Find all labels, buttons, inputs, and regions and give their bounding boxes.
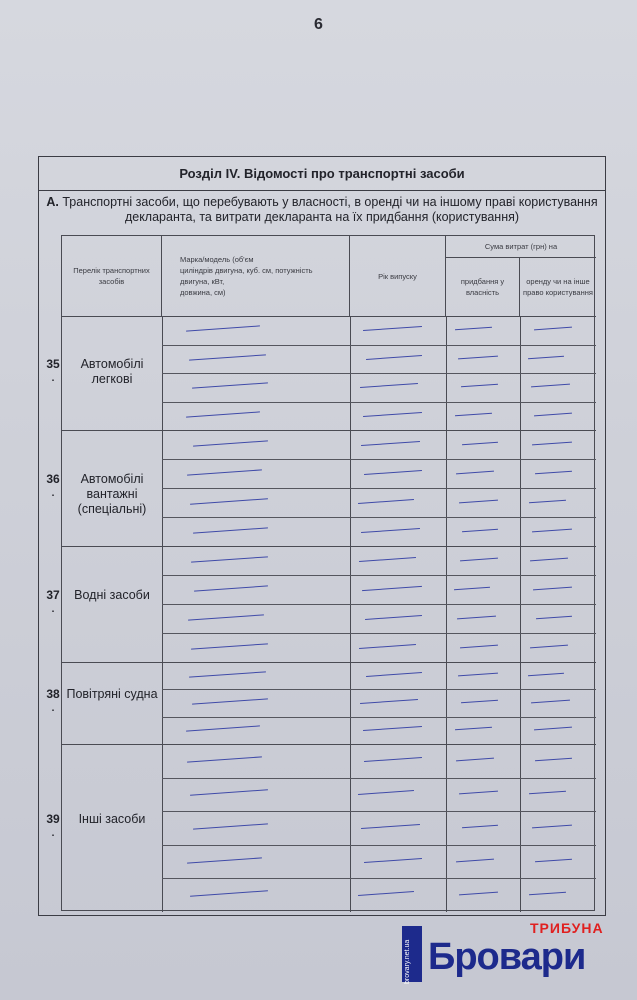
group-label: Автомобілі легкові <box>80 357 144 386</box>
handwritten-dash <box>528 672 564 676</box>
header-brand-line1: Марка/модель (об'єм <box>180 255 254 264</box>
header-brand-line2: циліндрів двигуна, куб. см, потужність двигуна, кВт, <box>180 266 313 286</box>
sub-row-divider <box>162 604 596 605</box>
handwritten-dash <box>459 892 498 896</box>
header-list: Перелік транспортних засобів <box>62 236 162 316</box>
sub-row-divider <box>162 717 596 718</box>
handwritten-dash <box>534 727 572 731</box>
handwritten-dash <box>532 441 572 445</box>
subsection-letter: А. <box>46 195 59 209</box>
watermark-side-box <box>402 926 422 985</box>
handwritten-dash <box>193 527 268 533</box>
column-divider-list <box>162 316 163 912</box>
handwritten-dash <box>193 440 268 446</box>
transport-table <box>46 235 595 911</box>
handwritten-dash <box>535 858 572 862</box>
handwritten-dash <box>532 825 572 829</box>
handwritten-dash <box>461 700 498 704</box>
header-divider <box>62 316 596 317</box>
handwritten-dash <box>360 699 418 704</box>
sub-row-divider <box>162 689 596 690</box>
header-brand <box>162 236 350 316</box>
handwritten-dash <box>536 615 572 619</box>
subsection-title-line1: Транспортні засоби, що перебувають у власності, в оренді чи на іншому праві користування <box>62 195 598 209</box>
watermark-site: brovary.net.ua <box>404 939 411 985</box>
handwritten-dash <box>358 790 414 795</box>
section-title: Розділ IV. Відомості про транспортні засоби <box>39 157 605 191</box>
handwritten-dash <box>458 355 498 359</box>
handwritten-dash <box>189 671 266 677</box>
header-sum-lease: оренду чи на інше право користування <box>523 277 593 297</box>
sub-row-divider <box>162 778 596 779</box>
page-number: 6 <box>314 16 323 33</box>
handwritten-dash <box>456 757 494 761</box>
handwritten-dash <box>360 383 418 388</box>
group-label: Водні засоби <box>74 588 150 602</box>
section-frame <box>38 156 606 916</box>
handwritten-dash <box>531 384 570 388</box>
handwritten-dash <box>462 528 498 532</box>
handwritten-dash <box>461 384 498 388</box>
handwritten-dash <box>366 672 422 677</box>
group-number-dot: . <box>51 373 55 384</box>
group-divider <box>62 430 596 431</box>
sub-row-divider <box>162 575 596 576</box>
handwritten-dash <box>187 756 262 762</box>
handwritten-dash <box>186 411 260 417</box>
group-number-dot: . <box>51 488 55 499</box>
column-divider-year <box>446 316 447 912</box>
sub-row-divider <box>162 459 596 460</box>
handwritten-dash <box>365 615 422 620</box>
handwritten-dash <box>459 499 498 503</box>
handwritten-dash <box>530 557 568 561</box>
handwritten-dash <box>455 327 492 331</box>
header-year: Рік випуску <box>350 236 446 316</box>
group-number: 39 <box>46 812 60 826</box>
group-number: 35 <box>46 357 60 371</box>
handwritten-dash <box>192 698 268 704</box>
group-number: 36 <box>46 472 60 486</box>
watermark-logo <box>402 918 616 984</box>
handwritten-dash <box>462 825 498 829</box>
handwritten-dash <box>460 557 498 561</box>
header-sum-purchase: придбання у власність <box>446 258 520 316</box>
handwritten-dash <box>192 383 268 389</box>
handwritten-dash <box>529 499 566 503</box>
group-label: Інші засоби <box>78 812 146 826</box>
handwritten-dash <box>534 327 572 331</box>
handwritten-dash <box>363 326 422 331</box>
sub-row-divider <box>162 517 596 518</box>
group-number-dot: . <box>51 828 55 839</box>
handwritten-dash <box>455 412 492 416</box>
handwritten-dash <box>535 470 572 474</box>
handwritten-dash <box>186 726 260 732</box>
handwritten-dash <box>363 412 422 417</box>
handwritten-dash <box>364 858 422 863</box>
sub-row-divider <box>162 488 596 489</box>
handwritten-dash <box>457 615 496 619</box>
group-label: Повітряні судна <box>66 687 158 701</box>
handwritten-dash <box>462 441 498 445</box>
handwritten-dash <box>358 499 414 504</box>
watermark-tribuna: ТРИБУНА <box>530 920 604 936</box>
handwritten-dash <box>189 354 266 360</box>
sub-row-divider <box>162 373 596 374</box>
handwritten-dash <box>530 644 568 648</box>
handwritten-dash <box>529 892 566 896</box>
handwritten-dash <box>532 528 572 532</box>
handwritten-dash <box>191 643 268 649</box>
group-divider <box>62 744 596 745</box>
handwritten-dash <box>188 614 264 620</box>
watermark-brovary: Бровари <box>428 936 586 978</box>
sub-row-divider <box>162 402 596 403</box>
handwritten-dash <box>358 891 414 896</box>
handwritten-dash <box>366 355 422 360</box>
column-divider-sum <box>520 316 521 912</box>
handwritten-dash <box>529 791 566 795</box>
handwritten-dash <box>456 858 494 862</box>
handwritten-dash <box>459 791 498 795</box>
handwritten-dash <box>361 527 420 532</box>
handwritten-dash <box>528 355 564 359</box>
subsection-title <box>39 195 605 225</box>
handwritten-dash <box>364 469 422 474</box>
handwritten-dash <box>359 557 416 562</box>
handwritten-dash <box>187 469 262 475</box>
sub-row-divider <box>162 633 596 634</box>
sub-row-divider <box>162 811 596 812</box>
handwritten-dash <box>534 412 572 416</box>
handwritten-dash <box>454 586 490 590</box>
header-sum <box>446 236 596 316</box>
handwritten-dash <box>186 326 260 332</box>
handwritten-dash <box>193 823 268 829</box>
handwritten-dash <box>194 585 268 591</box>
handwritten-dash <box>361 824 420 829</box>
handwritten-dash <box>359 644 416 649</box>
handwritten-dash <box>364 757 422 762</box>
sub-row-divider <box>162 345 596 346</box>
handwritten-dash <box>458 672 498 676</box>
subsection-title-line2: декларанта, та витрати декларанта на їх придбання (користування) <box>124 210 520 224</box>
handwritten-dash <box>456 470 494 474</box>
handwritten-dash <box>191 556 268 562</box>
handwritten-dash <box>362 585 422 590</box>
group-number-dot: . <box>51 703 55 714</box>
group-number: 38 <box>46 687 60 701</box>
handwritten-dash <box>535 758 572 762</box>
group-divider <box>62 546 596 547</box>
handwritten-dash <box>187 857 262 863</box>
header-brand-line3: довжина, см) <box>180 288 226 297</box>
handwritten-dash <box>190 498 268 504</box>
sub-row-divider <box>162 845 596 846</box>
column-divider-brand <box>350 316 351 912</box>
header-sum-title: Сума витрат (грн) на <box>446 236 596 258</box>
handwritten-dash <box>460 644 498 648</box>
group-label: Автомобілі вантажні (спеціальні) <box>77 472 147 516</box>
handwritten-dash <box>455 727 492 731</box>
handwritten-dash <box>190 890 268 896</box>
handwritten-dash <box>363 726 422 731</box>
sub-row-divider <box>162 878 596 879</box>
handwritten-dash <box>190 790 268 796</box>
handwritten-dash <box>531 700 570 704</box>
group-number: 37 <box>46 588 60 602</box>
handwritten-dash <box>361 440 420 445</box>
group-number-dot: . <box>51 604 55 615</box>
handwritten-dash <box>533 586 572 590</box>
group-divider <box>62 662 596 663</box>
